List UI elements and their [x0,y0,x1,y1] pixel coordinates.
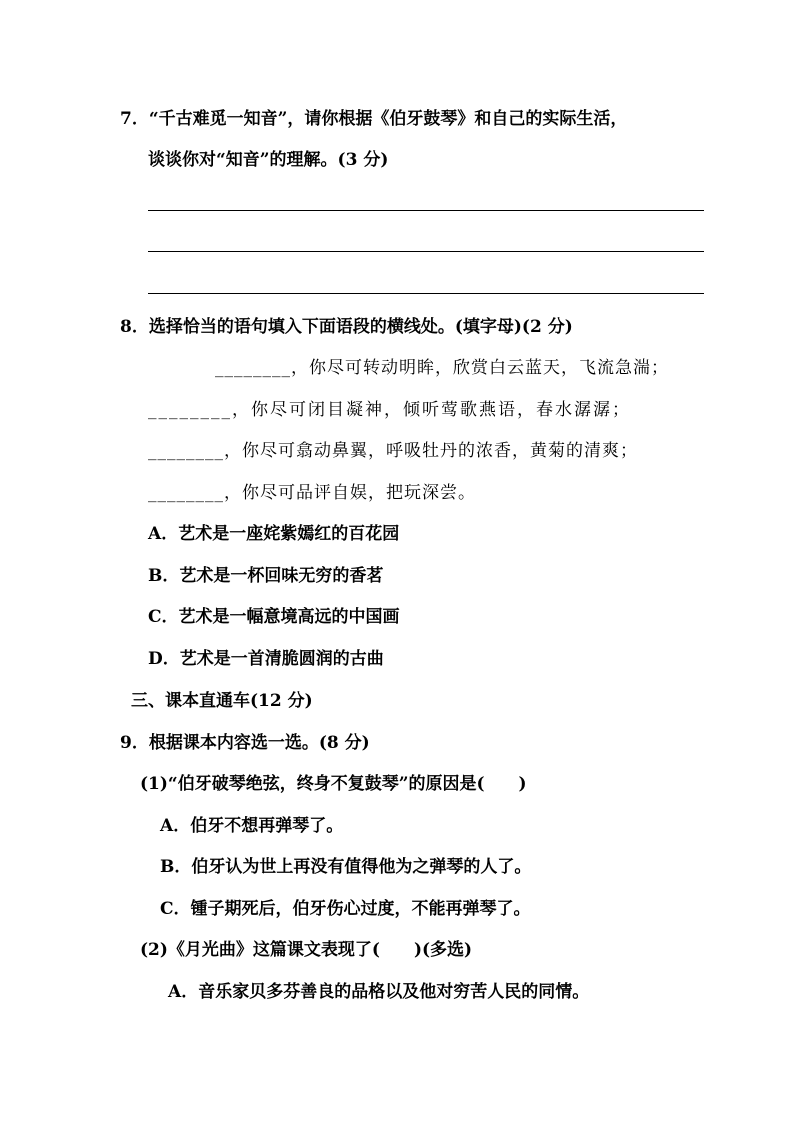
passage-line-3: ________，你尽可翕动鼻翼，呼吸牡丹的浓香，黄菊的清爽； [148,441,638,461]
question-7-line-2: 谈谈你对“知音”的理解。(3 分) [148,150,389,170]
question-8-prompt: 8．选择恰当的语句填入下面语段的横线处。(填字母)(2 分) [120,317,573,337]
question-8-option-a: A．艺术是一座姹紫嫣红的百花园 [148,524,400,544]
question-9-prompt: 9．根据课本内容选一选。(8 分) [120,733,370,753]
question-8-option-c: C．艺术是一幅意境高远的中国画 [148,607,400,627]
section-3-heading: 三、课本直通车(12 分) [131,691,313,711]
answer-line-3[interactable] [148,293,704,294]
passage-line-4: ________，你尽可品评自娱，把玩深尝。 [148,483,476,503]
question-9-sub-1-stem: (1)“伯牙破琴绝弦，终身不复鼓琴”的原因是( ) [140,774,527,794]
question-7-line-1: 7．“千古难觅一知音”，请你根据《伯牙鼓琴》和自己的实际生活， [120,109,628,129]
question-9-sub-2-option-a: A．音乐家贝多芬善良的品格以及他对穷苦人民的同情。 [168,982,590,1002]
question-9-sub-1-option-b: B．伯牙认为世上再没有值得他为之弹琴的人了。 [160,857,532,877]
question-8-option-d: D．艺术是一首清脆圆润的古曲 [148,649,384,669]
answer-line-2[interactable] [148,251,704,252]
passage-line-1: ________，你尽可转动明眸，欣赏白云蓝天，飞流急湍； [215,358,669,378]
answer-line-1[interactable] [148,210,704,211]
question-9-sub-1-option-a: A．伯牙不想再弹琴了。 [160,816,344,836]
question-8-option-b: B．艺术是一杯回味无穷的香茗 [148,566,384,586]
question-9-sub-1-option-c: C．锺子期死后，伯牙伤心过度，不能再弹琴了。 [160,899,531,919]
question-9-sub-2-stem: (2)《月光曲》这篇课文表现了( )(多选) [140,940,473,960]
passage-line-2: ________，你尽可闭目凝神，倾听莺歌燕语，春水潺潺； [148,400,631,420]
